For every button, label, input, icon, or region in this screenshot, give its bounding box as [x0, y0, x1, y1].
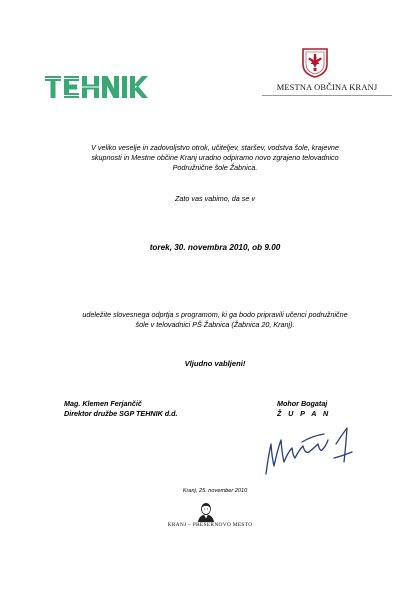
invite-line: Zato vas vabimo, da se v: [175, 194, 255, 203]
signatory-left-name: Mag. Klemen Ferjančič: [64, 399, 142, 408]
signatory-left-title: Direktor družbe SGP TEHNIK d.d.: [64, 409, 178, 418]
tehnik-logo-graphic: [45, 76, 157, 98]
preseren-portrait-icon: [195, 502, 217, 522]
program-line: udeležite slovesnega odprtja s programom, ki ga bodo pripravili učenci podružnične: [82, 310, 348, 319]
invitation-line: skupnosti in Mestne občine Kranj uradno odpiramo novo zgrajeno telovadnico: [91, 153, 339, 162]
municipality-name: MESTNA OBČINA KRANJ: [276, 83, 378, 92]
tehnik-logo: [45, 76, 157, 98]
handwritten-signature: [262, 422, 362, 478]
signatory-right: [277, 399, 331, 419]
program-paragraph: [50, 310, 380, 330]
signatory-right-name: Mohor Bogataj: [277, 399, 328, 408]
municipality-divider: [262, 95, 392, 96]
event-date: torek, 30. novembra 2010, ob 9.00: [149, 243, 281, 252]
welcome-text: Vljudno vabljeni!: [184, 359, 246, 368]
signatory-right-title: Ž U P A N: [277, 409, 331, 418]
place-and-date: Kranj, 25. november 2010: [182, 488, 248, 494]
invitation-line: V veliko veselje in zadovoljstvo otrok, učiteljev, staršev, vodstva šole, krajevne: [91, 143, 339, 152]
kranj-coat-of-arms: [302, 48, 328, 78]
invitation-line: Podružnične šole Žabnica.: [172, 163, 258, 172]
city-motto: KRANJ – PREŠERNOVO MESTO: [167, 522, 253, 528]
invitation-paragraph: [50, 143, 380, 173]
signatory-left: [64, 399, 178, 419]
program-line: šole v telovadnici PŠ Žabnica (Žabnica 20, Kranj).: [135, 320, 295, 329]
